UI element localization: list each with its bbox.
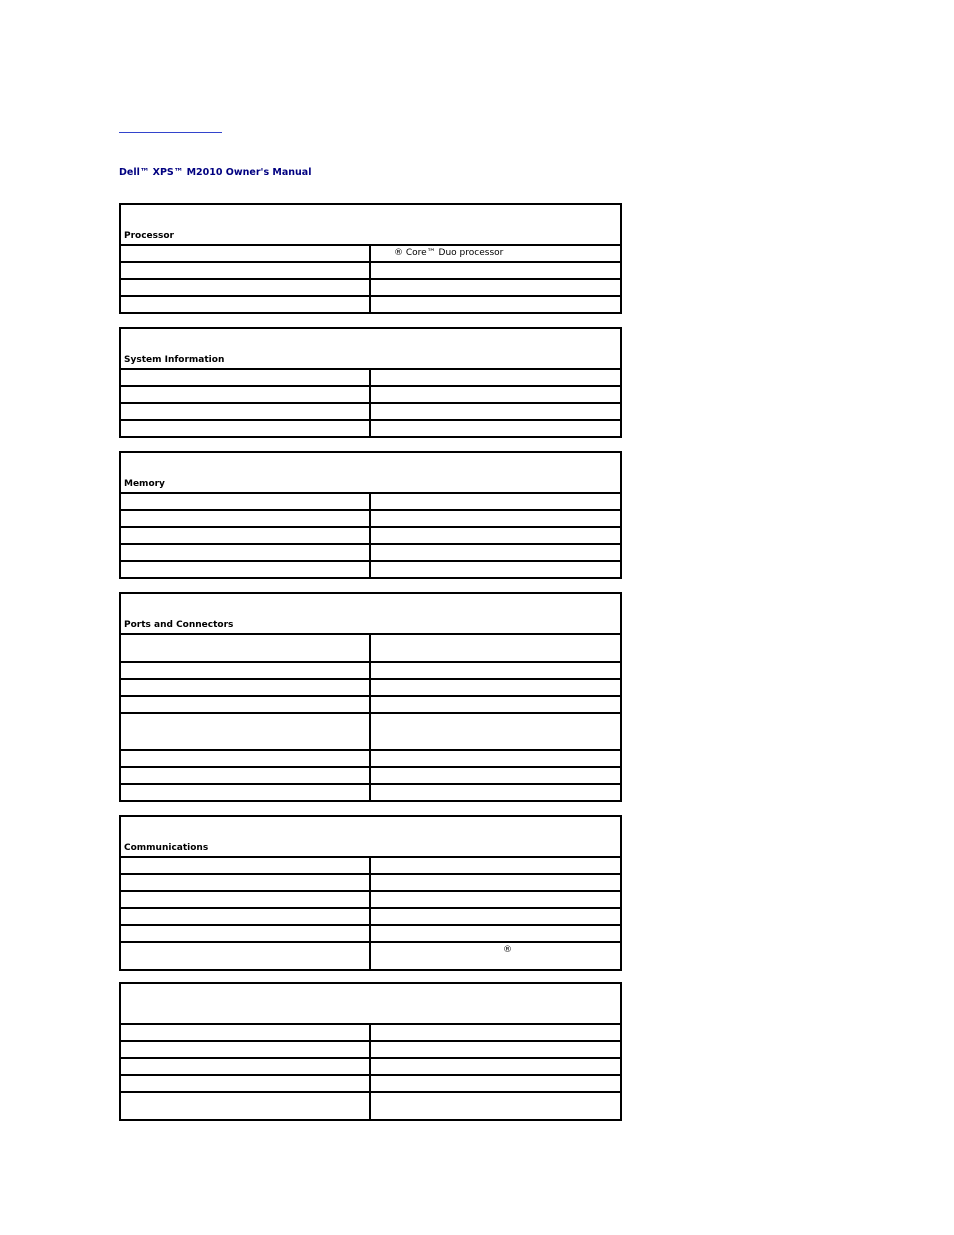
row-value (370, 784, 621, 801)
final-spec-table (119, 982, 622, 1121)
section-heading-processor: Processor (120, 204, 621, 245)
table-row (120, 279, 621, 296)
row-value (370, 544, 621, 561)
table-row (120, 510, 621, 527)
row-label (120, 1058, 370, 1075)
row-value: ® Core™ Duo processor (370, 245, 621, 262)
row-label (120, 245, 370, 262)
section-heading-system-information: System Information (120, 328, 621, 369)
row-label (120, 386, 370, 403)
table-row (120, 908, 621, 925)
row-label (120, 1024, 370, 1041)
memory-table (119, 451, 622, 579)
row-value (370, 662, 621, 679)
row-label (120, 750, 370, 767)
table-row (120, 1041, 621, 1058)
table-row (120, 634, 621, 662)
table-row (120, 662, 621, 679)
row-label (120, 662, 370, 679)
section-heading (120, 983, 621, 1024)
row-value (370, 403, 621, 420)
row-value (370, 296, 621, 313)
section-heading-ports-and-connectors: Ports and Connectors (120, 593, 621, 634)
row-value (370, 510, 621, 527)
row-label (120, 634, 370, 662)
table-row (120, 767, 621, 784)
row-value (370, 696, 621, 713)
row-value (370, 527, 621, 544)
table-row (120, 942, 621, 970)
row-label (120, 942, 370, 970)
table-row (120, 420, 621, 437)
table-row (120, 750, 621, 767)
row-value (370, 386, 621, 403)
row-value (370, 767, 621, 784)
row-value (370, 1075, 621, 1092)
row-value (370, 420, 621, 437)
table-row (120, 874, 621, 891)
row-value (370, 857, 621, 874)
row-value (370, 925, 621, 942)
row-label (120, 857, 370, 874)
table-row (120, 1024, 621, 1041)
row-label (120, 891, 370, 908)
row-label (120, 544, 370, 561)
row-value (370, 561, 621, 578)
table-row (120, 245, 621, 262)
row-label (120, 1075, 370, 1092)
ports-and-connectors-table (119, 592, 622, 802)
row-value (370, 279, 621, 296)
row-value (370, 1024, 621, 1041)
row-value (370, 1092, 621, 1120)
table-row (120, 713, 621, 750)
table-row (120, 369, 621, 386)
section-heading-communications: Communications (120, 816, 621, 857)
table-row (120, 544, 621, 561)
row-label (120, 262, 370, 279)
table-row (120, 857, 621, 874)
row-value (370, 750, 621, 767)
table-row (120, 891, 621, 908)
row-value (370, 493, 621, 510)
row-label (120, 908, 370, 925)
row-label (120, 527, 370, 544)
table-row (120, 527, 621, 544)
row-value (370, 634, 621, 662)
page-title: Dell™ XPS™ M2010 Owner's Manual (119, 167, 312, 178)
table-row (120, 561, 621, 578)
table-row (120, 784, 621, 801)
row-value: ® (370, 942, 621, 970)
row-label (120, 279, 370, 296)
table-row (120, 1058, 621, 1075)
row-label (120, 925, 370, 942)
row-label (120, 403, 370, 420)
table-row (120, 296, 621, 313)
row-label (120, 696, 370, 713)
row-label (120, 679, 370, 696)
row-label (120, 713, 370, 750)
table-row (120, 1092, 621, 1120)
row-value (370, 262, 621, 279)
processor-table (119, 203, 622, 314)
table-row (120, 262, 621, 279)
row-value (370, 891, 621, 908)
row-label (120, 369, 370, 386)
table-row (120, 403, 621, 420)
row-value (370, 908, 621, 925)
row-value (370, 679, 621, 696)
communications-table (119, 815, 622, 971)
table-row (120, 493, 621, 510)
system-information-table (119, 327, 622, 438)
row-value (370, 369, 621, 386)
table-row (120, 696, 621, 713)
row-label (120, 296, 370, 313)
row-label (120, 874, 370, 891)
row-label (120, 1092, 370, 1120)
row-label (120, 561, 370, 578)
row-label (120, 493, 370, 510)
row-value (370, 713, 621, 750)
table-row (120, 386, 621, 403)
row-value (370, 874, 621, 891)
section-heading-memory: Memory (120, 452, 621, 493)
row-label (120, 510, 370, 527)
table-row (120, 679, 621, 696)
table-row (120, 925, 621, 942)
row-value (370, 1041, 621, 1058)
row-label (120, 784, 370, 801)
row-label (120, 767, 370, 784)
row-value (370, 1058, 621, 1075)
row-label (120, 1041, 370, 1058)
back-to-contents-link[interactable] (119, 118, 222, 133)
table-row (120, 1075, 621, 1092)
row-label (120, 420, 370, 437)
